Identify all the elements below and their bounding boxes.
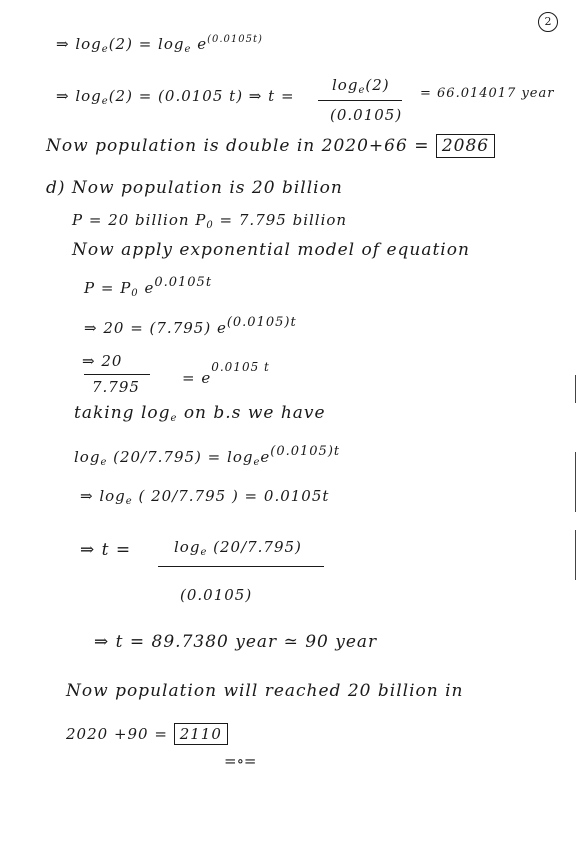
line-9-numerator: ⇒ 20	[82, 352, 123, 370]
line-13-lhs: ⇒ t =	[80, 540, 132, 560]
line-7: $P = P_0$ $e^{0.0105t}$	[84, 275, 213, 299]
result-years: = 66.014017 year	[420, 86, 555, 101]
scan-edge-mark	[575, 375, 576, 403]
line-1: ⇒ $\log_e(2) = \log_e e^{(0.0105t)}$	[56, 34, 263, 55]
line-13-denominator: (0.0105)	[180, 586, 253, 604]
line-2: ⇒ $\log_e(2) = (0.0105$ t) ⇒ t =	[56, 87, 295, 107]
line-9-denominator: 7.795	[92, 378, 140, 396]
line-9-rhs: = $e^{0.0105 t}$	[182, 360, 270, 387]
fraction-numerator: $\log_e(2)$	[332, 76, 390, 96]
scan-edge-mark	[575, 530, 576, 580]
fraction-denominator: (0.0105)	[330, 106, 403, 124]
line-16: 2020 +90 = 2110	[66, 725, 228, 743]
line-5: P = 20 billion $P_0 = 7.795$ billion	[72, 211, 348, 231]
line-10: taking $\log_e$ on b.s we have	[74, 403, 326, 424]
line-12: ⇒ $\log_e$ ( 20/7.795 ) = 0.0105t	[80, 487, 330, 507]
line-11: $\log_e (20/7.795) = \log_ee^{(0.0105)t}$	[74, 444, 341, 468]
line-6: Now apply exponential model of equation	[72, 240, 470, 260]
answer-box-2110: 2110	[174, 723, 228, 745]
line-13-numerator: $\log_e (20/7.795)$	[174, 538, 302, 558]
fraction-bar	[158, 566, 324, 567]
fraction-bar	[84, 374, 150, 375]
end-mark: =∘=	[224, 752, 257, 770]
line-8: ⇒ 20 = (7.795) $e^{(0.0105)t}$	[84, 315, 297, 337]
answer-box-2086: 2086	[436, 134, 495, 158]
line-14: ⇒ t = 89.7380 year ≃ 90 year	[94, 632, 378, 652]
line-15: Now population will reached 20 billion in	[66, 681, 464, 701]
scan-edge-mark	[575, 452, 576, 512]
fraction-bar	[318, 100, 402, 101]
line-4: d) Now population is 20 billion	[46, 178, 343, 198]
page-number: 2	[538, 12, 558, 32]
line-3: Now population is double in 2020+66 = 2086	[46, 136, 495, 156]
